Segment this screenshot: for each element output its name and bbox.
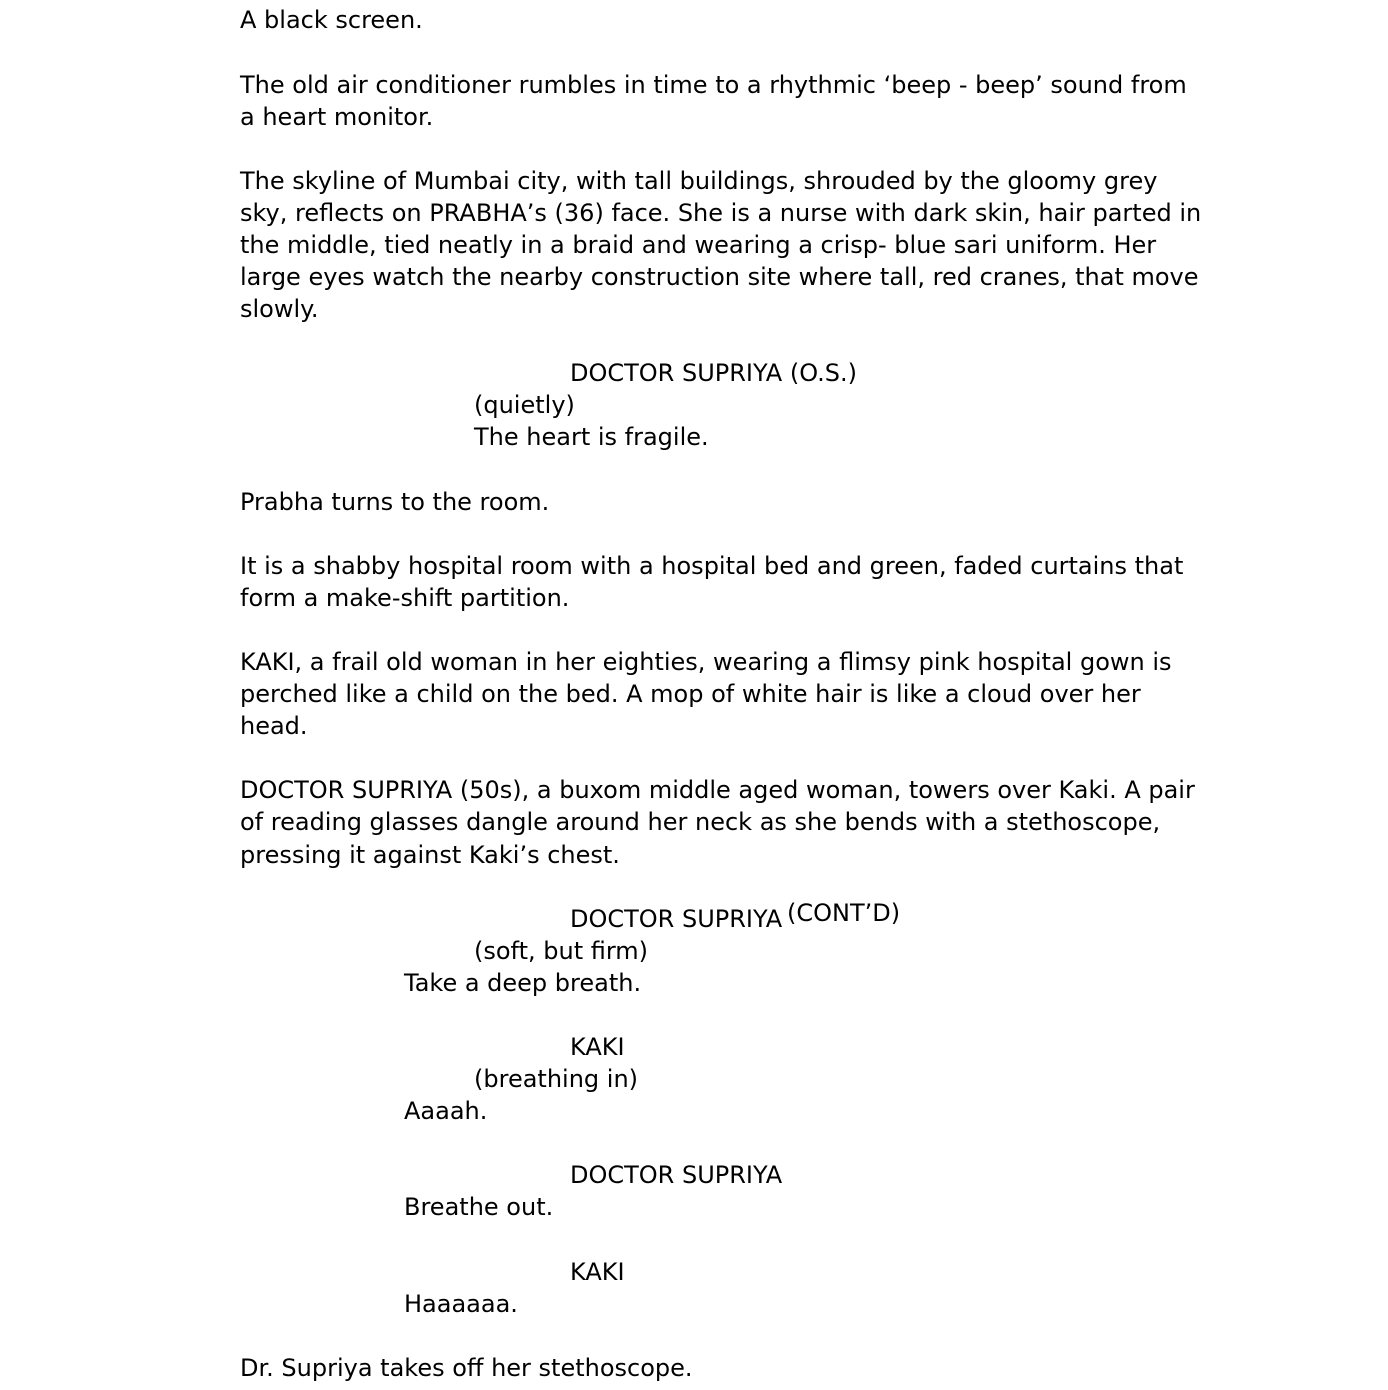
- parenthetical: (breathing in): [474, 1065, 639, 1093]
- action-line: large eyes watch the nearby construction site where tall, red cranes, that move: [240, 263, 1199, 291]
- action-line: slowly.: [240, 295, 319, 323]
- action-line: It is a shabby hospital room with a hospital bed and green, faded curtains that: [240, 552, 1184, 580]
- character-name: DOCTOR SUPRIYA (O.S.): [570, 359, 857, 387]
- dialogue-line: Breathe out.: [404, 1193, 554, 1221]
- character-extension: (CONT’D): [787, 899, 901, 927]
- action-line: a heart monitor.: [240, 103, 434, 131]
- character-name: DOCTOR SUPRIYA: [570, 1161, 783, 1189]
- action-line: DOCTOR SUPRIYA (50s), a buxom middle aged woman, towers over Kaki. A pair: [240, 776, 1195, 804]
- dialogue-line: Aaaah.: [404, 1097, 488, 1125]
- action-line: perched like a child on the bed. A mop of white hair is like a cloud over her: [240, 680, 1141, 708]
- dialogue-line: Haaaaaa.: [404, 1290, 518, 1318]
- action-line: Dr. Supriya takes off her stethoscope.: [240, 1354, 693, 1382]
- action-line: pressing it against Kaki’s chest.: [240, 841, 620, 869]
- action-line: head.: [240, 712, 308, 740]
- dialogue-line: The heart is fragile.: [474, 423, 709, 451]
- action-line: sky, reflects on PRABHA’s (36) face. She is a nurse with dark skin, hair parted in: [240, 199, 1202, 227]
- action-line: Prabha turns to the room.: [240, 488, 550, 516]
- action-line: the middle, tied neatly in a braid and wearing a crisp- blue sari uniform. Her: [240, 231, 1157, 259]
- character-name: KAKI: [570, 1258, 625, 1286]
- action-line: A black screen.: [240, 6, 423, 34]
- action-line: form a make-shift partition.: [240, 584, 570, 612]
- character-name: DOCTOR SUPRIYA: [570, 905, 783, 933]
- character-name: KAKI: [570, 1033, 625, 1061]
- action-line: KAKI, a frail old woman in her eighties, wearing a flimsy pink hospital gown is: [240, 648, 1172, 676]
- action-line: of reading glasses dangle around her neck as she bends with a stethoscope,: [240, 808, 1161, 836]
- parenthetical: (soft, but firm): [474, 937, 649, 965]
- action-line: The skyline of Mumbai city, with tall buildings, shrouded by the gloomy grey: [240, 167, 1158, 195]
- dialogue-line: Take a deep breath.: [404, 969, 642, 997]
- action-line: The old air conditioner rumbles in time to a rhythmic ‘beep - beep’ sound from: [240, 71, 1187, 99]
- parenthetical: (quietly): [474, 391, 575, 419]
